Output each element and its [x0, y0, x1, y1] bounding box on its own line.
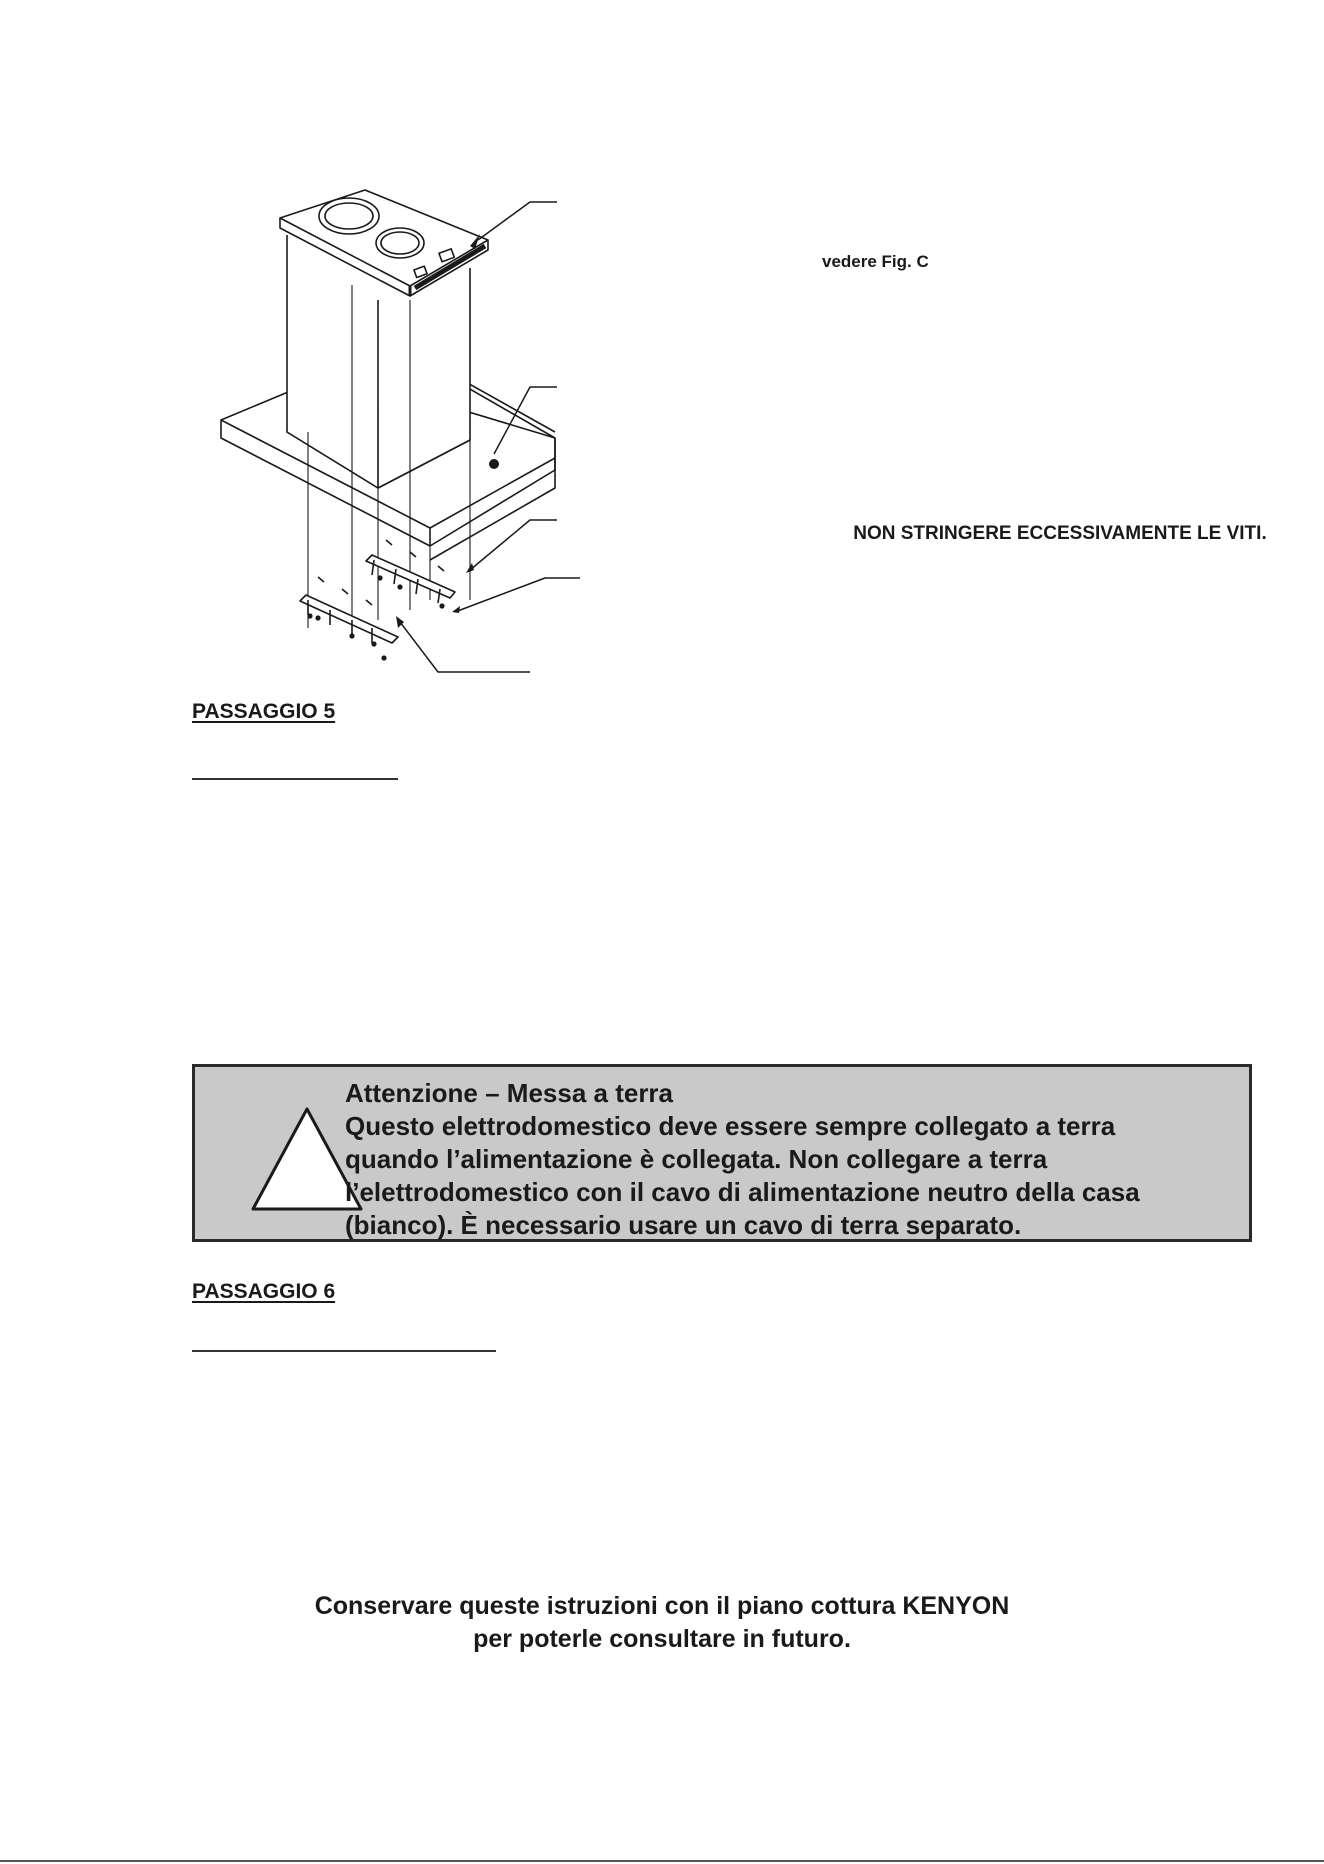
caution-line: l’elettrodomestico con il cavo di alimentazione neutro della casa — [345, 1177, 1140, 1207]
cooktop-unit — [280, 190, 488, 488]
caution-line: (bianco). È necessario usare un cavo di terra separato. — [345, 1210, 1022, 1240]
caution-title: Attenzione – Messa a terra — [345, 1078, 674, 1108]
caution-line: quando l’alimentazione è collegata. Non collegare a terra — [345, 1144, 1048, 1174]
grounding-caution-box — [192, 1064, 1252, 1242]
figure-reference-note: vedere Fig. C — [822, 252, 929, 271]
caution-line: Questo elettrodomestico deve essere sempre collegato a terra — [345, 1111, 1116, 1141]
step-5-divider — [192, 778, 398, 780]
closing-line-1: Conservare queste istruzioni con il piano cottura KENYON — [314, 1592, 1010, 1620]
screw-tightening-warning: NON STRINGERE ECCESSIVAMENTE LE VITI. — [853, 523, 1267, 544]
cooktop-installation-diagram — [200, 180, 600, 690]
step-6-heading: PASSAGGIO 6 — [192, 1280, 336, 1303]
closing-line-2: per poterle consultare in futuro. — [473, 1625, 851, 1653]
closing-note — [200, 1590, 1124, 1656]
step-6-divider — [192, 1350, 496, 1352]
step-5-heading: PASSAGGIO 5 — [192, 700, 336, 723]
page-bottom-rule — [0, 1860, 1324, 1862]
